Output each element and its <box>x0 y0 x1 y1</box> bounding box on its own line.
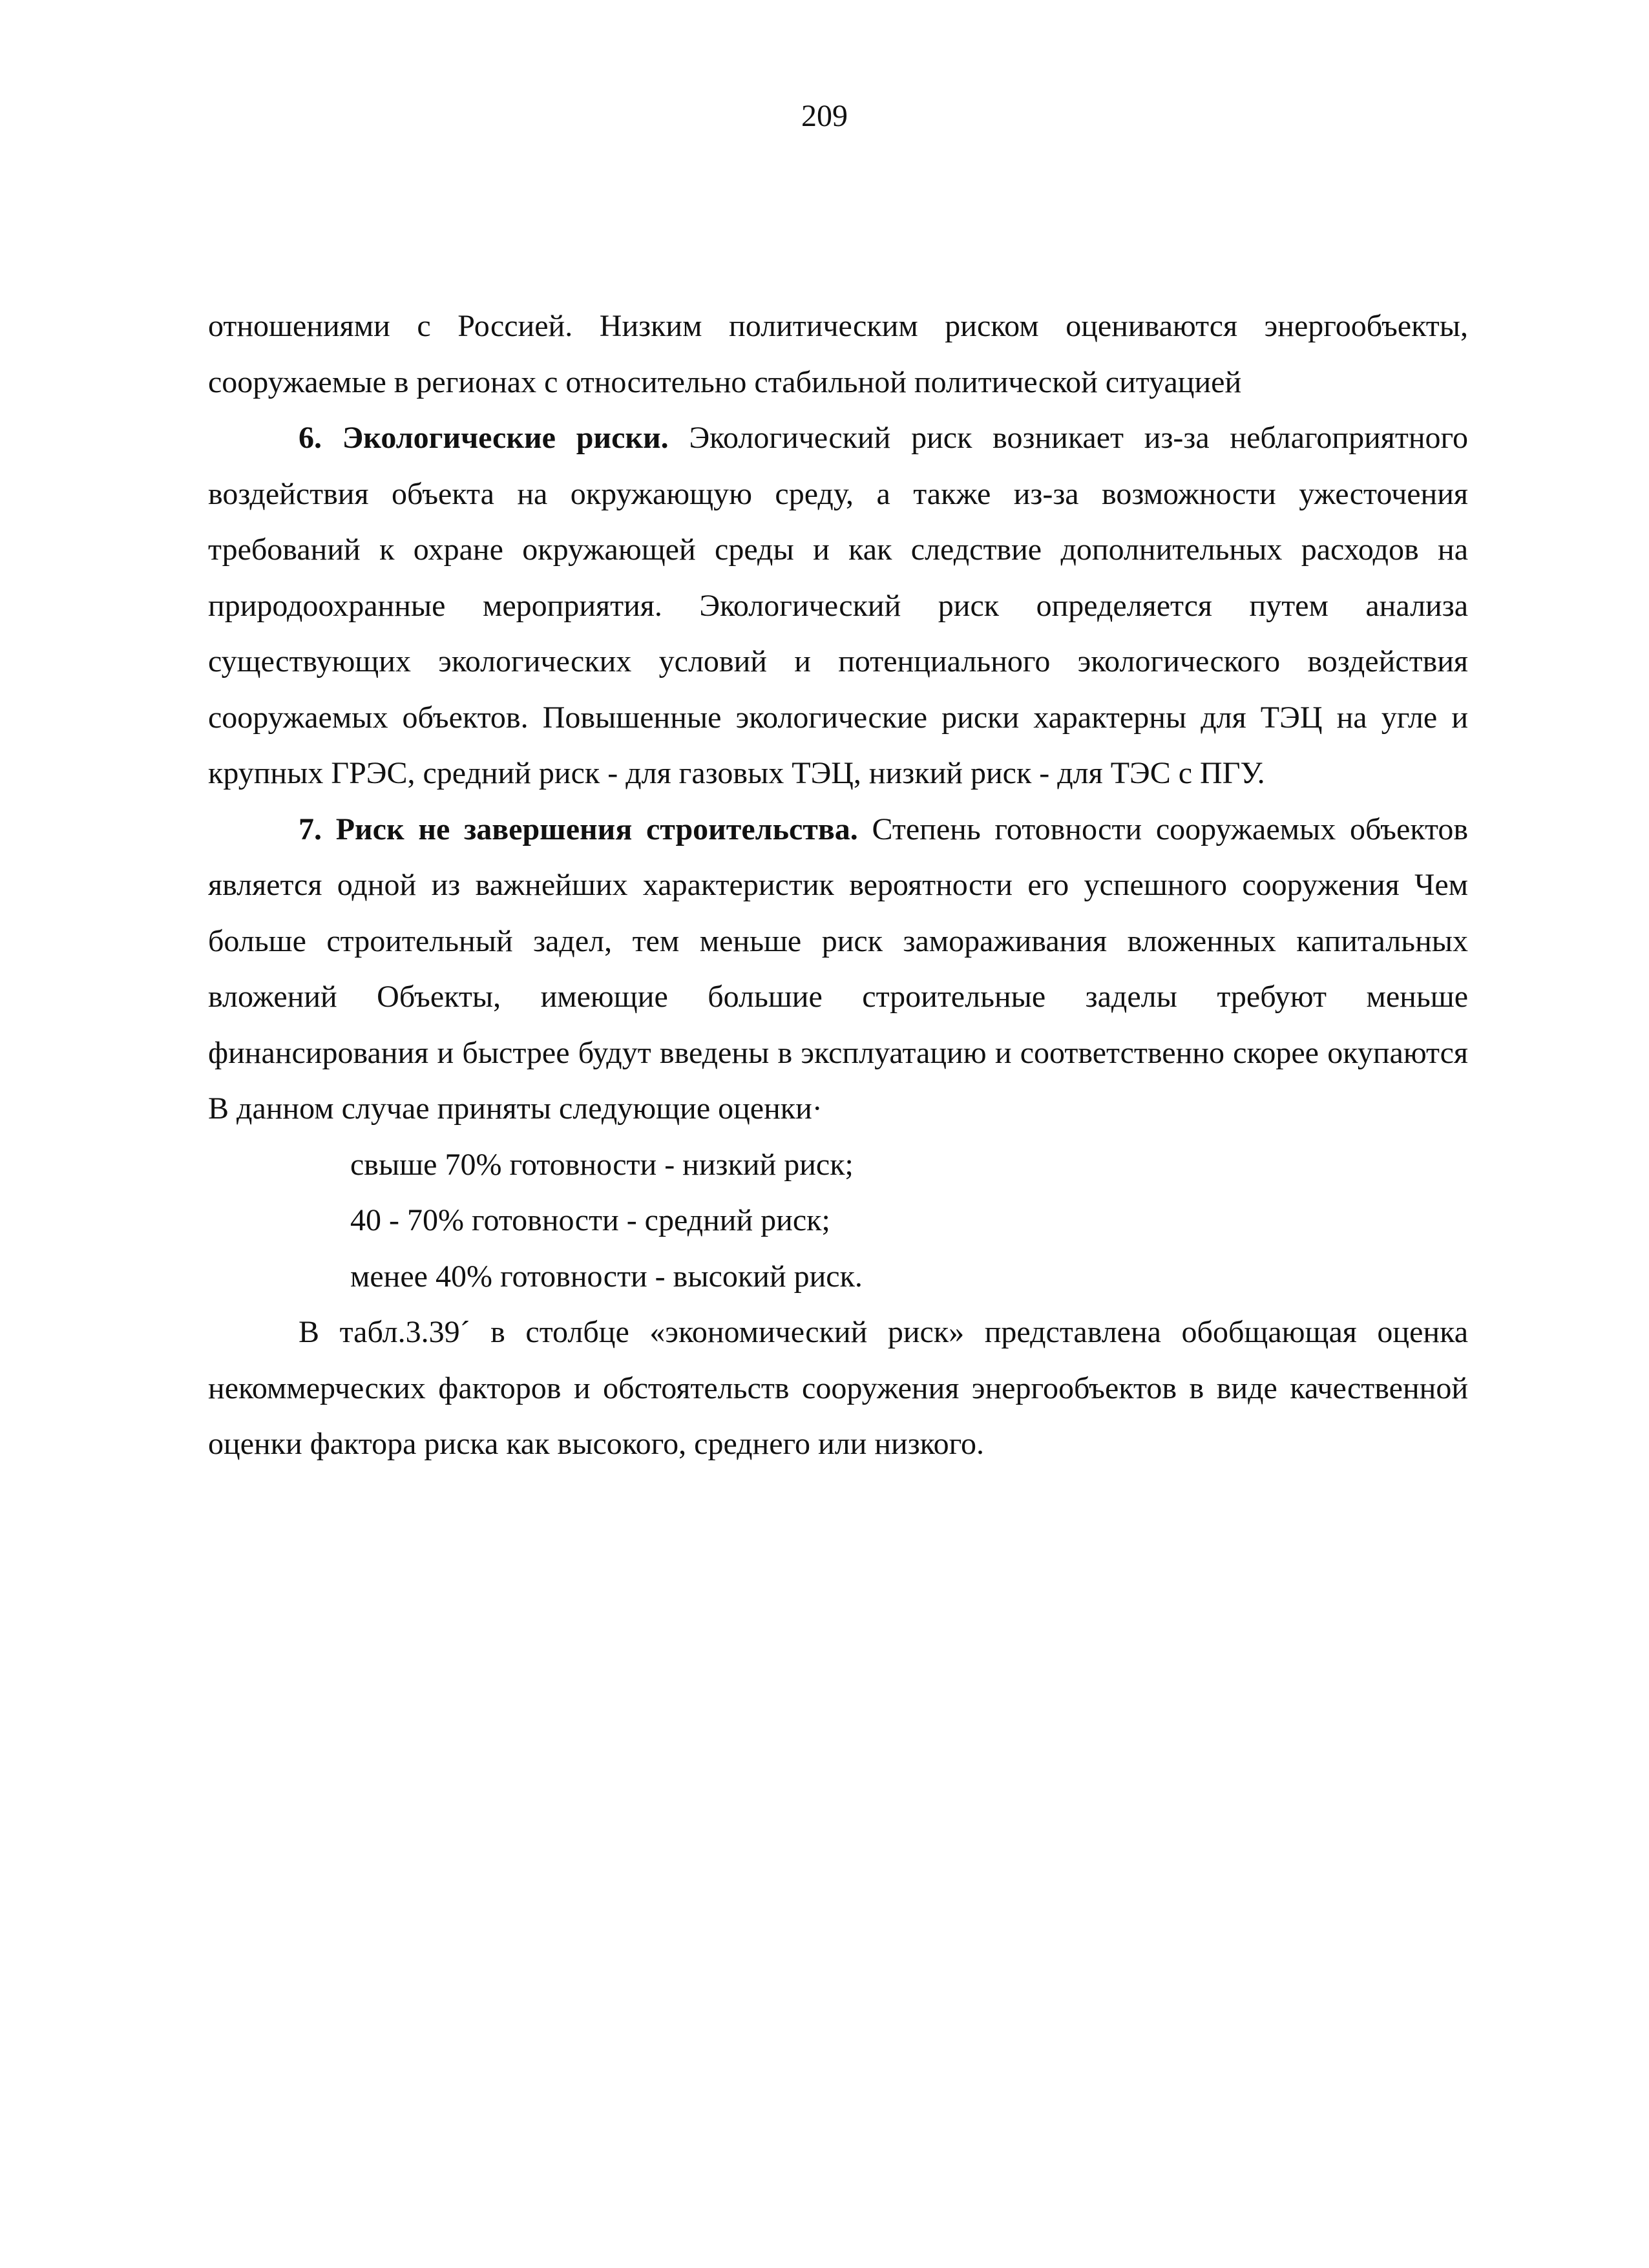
list-item: 40 - 70% готовности - средний риск; <box>350 1203 830 1237</box>
paragraph-summary: В табл.3.39´ в столбце «экономический риск» представлена обобщающая оценка некоммерческих факторов и обстоятельств сооружения энергообъектов в виде качественной оценки фактора риска как высокого, среднего или низкого. <box>208 1315 1468 1461</box>
construction-risk-text: Степень готовности сооружаемых объектов является одной из важнейших характеристик вероятности его успешного сооружения Чем больше строительный задел, тем меньше риск замораживания вложенных капитальных вложений Объекты, имеющие большие строительные заделы требуют меньше финансирования и быстрее будут введены в эксплуатацию и соответственно скорее окупаются В данном случае приняты следующие оценки· <box>208 812 1468 1126</box>
list-item: менее 40% готовности - высокий риск. <box>350 1259 863 1294</box>
paragraph-construction-risk <box>208 802 1468 1137</box>
paragraph-continuation: отношениями с Россией. Низким политическим риском оцениваются энергообъекты, сооружаемые в регионах с относительно стабильной политической ситуацией <box>208 309 1468 399</box>
readiness-list <box>208 1137 1468 1305</box>
paragraph-ecological-risks <box>208 410 1468 802</box>
heading-ecological-risks: 6. Экологические риски. <box>299 421 669 455</box>
list-item: свыше 70% готовности - низкий риск; <box>350 1147 854 1182</box>
page-number: 209 <box>801 99 848 133</box>
ecological-risks-text: Экологический риск возникает из-за неблагоприятного воздействия объекта на окружающую среду, а также из-за возможности ужесточения требований к охране окружающей среды и как следствие дополнительных расходов на природоохранные мероприятия. Экологический риск определяется путем анализа существующих экологических условий и потенциального экологического воздействия сооружаемых объектов. Повышенные экологические риски характерны для ТЭЦ на угле и крупных ГРЭС, средний риск - для газовых ТЭЦ, низкий риск - для ТЭС с ПГУ. <box>208 421 1468 790</box>
body-text <box>208 299 1468 1473</box>
heading-construction-risk: 7. Риск не завершения строительства. <box>299 812 858 846</box>
